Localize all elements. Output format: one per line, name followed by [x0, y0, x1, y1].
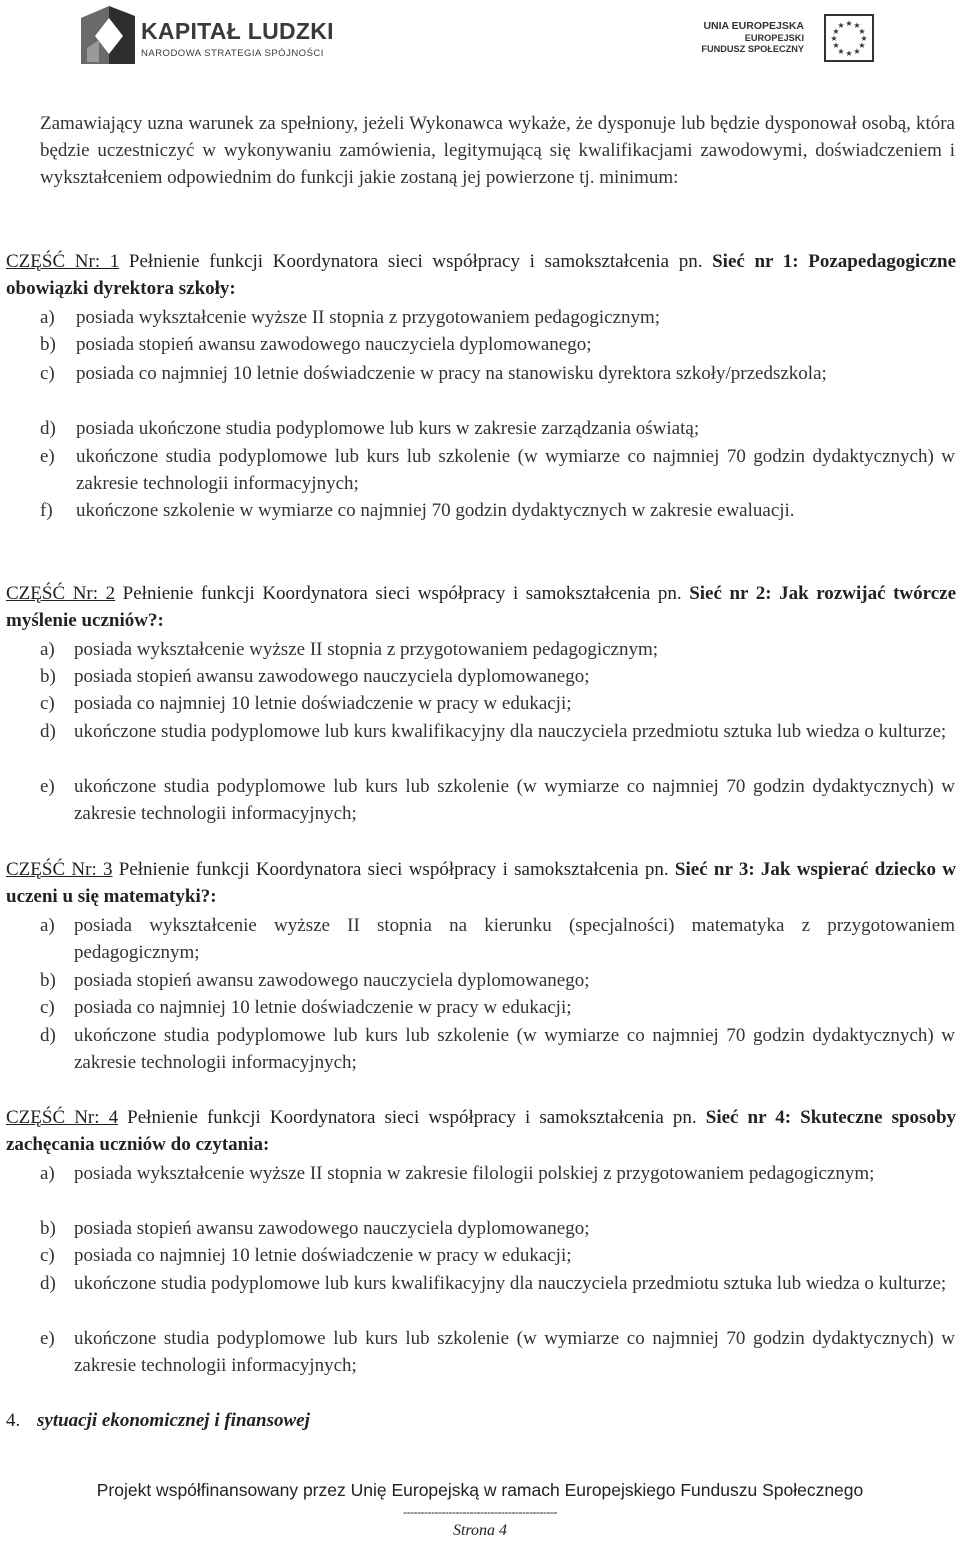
item-marker: a) — [40, 639, 55, 660]
page-number: Strona 4 — [452, 1522, 508, 1539]
point-4-number: 4. — [6, 1410, 21, 1431]
item-marker: a) — [40, 1163, 55, 1184]
section-2-item-a — [40, 636, 955, 663]
item-text: posiada stopień awansu zawodowego nauczyciela dyplomowanego; — [74, 970, 590, 991]
item-text: ukończone studia podyplomowe lub kurs lub szkolenie (w wymiarze co najmniej 70 godzin dydaktycznych) w zakresie technologii informacyjnych; — [74, 776, 955, 824]
svg-text:★: ★ — [860, 34, 868, 43]
svg-text:★: ★ — [837, 47, 845, 56]
section-2-title: Sieć nr 2: Jak rozwijać twórcze myślenie uczniów?: — [6, 583, 957, 631]
point-4-heading — [6, 1407, 310, 1434]
item-text: posiada wykształcenie wyższe II stopnia z przygotowaniem pedagogicznym; — [76, 307, 661, 328]
section-1-label: CZĘŚĆ Nr: 1 — [6, 251, 120, 272]
section-1-item-a — [40, 304, 955, 331]
svg-text:★: ★ — [858, 41, 866, 50]
item-text: ukończone szkolenie w wymiarze co najmniej 70 godzin dydaktycznych w zakresie ewaluacji. — [76, 500, 795, 521]
section-4-heading — [6, 1104, 956, 1158]
item-text: ukończone studia podyplomowe lub kurs kwalifikacyjny dla nauczyciela przedmiotu sztuka lub wiedza o kulturze; — [74, 1273, 947, 1294]
item-marker: b) — [40, 334, 56, 355]
svg-text:★: ★ — [858, 27, 866, 36]
section-4-title: Sieć nr 4: Skuteczne sposoby zachęcania uczniów do czytania: — [6, 1107, 957, 1155]
section-3-item-b — [40, 967, 955, 994]
item-marker: b) — [40, 970, 56, 991]
section-3-item-c — [40, 994, 955, 1021]
item-marker: d) — [40, 1025, 56, 1046]
item-marker: d) — [40, 1273, 56, 1294]
section-2-heading — [6, 580, 956, 634]
point-4-title: sytuacji ekonomicznej i finansowej — [37, 1410, 310, 1431]
svg-text:★: ★ — [853, 21, 861, 30]
eu-logo-line3: FUNDUSZ SPOŁECZNY — [701, 44, 804, 54]
item-text: posiada co najmniej 10 letnie doświadczenie w pracy na stanowisku dyrektora szkoły/przedszkola; — [76, 363, 827, 384]
item-text: posiada co najmniej 10 letnie doświadczenie w pracy w edukacji; — [74, 693, 572, 714]
section-1-item-c — [40, 360, 955, 387]
item-text: ukończone studia podyplomowe lub kurs lub szkolenie (w wymiarze co najmniej 70 godzin dydaktycznych) w zakresie technologii informacyjnych; — [74, 1328, 955, 1376]
section-1-item-d — [40, 415, 955, 442]
svg-text:★: ★ — [832, 41, 840, 50]
item-text: posiada co najmniej 10 letnie doświadczenie w pracy w edukacji; — [74, 1245, 572, 1266]
eu-flag-icon — [824, 14, 874, 62]
section-2-item-b — [40, 663, 955, 690]
section-4-item-c — [40, 1242, 955, 1269]
eu-logo — [701, 14, 874, 64]
item-text: ukończone studia podyplomowe lub kurs kwalifikacyjny dla nauczyciela przedmiotu sztuka lub wiedza o kulturze; — [74, 721, 947, 742]
kapital-ludzki-logo — [79, 4, 334, 66]
item-text: posiada stopień awansu zawodowego nauczyciela dyplomowanego; — [74, 1218, 590, 1239]
svg-text:★: ★ — [837, 21, 845, 30]
eu-logo-text — [701, 21, 804, 56]
item-text: posiada stopień awansu zawodowego nauczyciela dyplomowanego; — [74, 666, 590, 687]
item-text: posiada wykształcenie wyższe II stopnia na kierunku (specjalności) matematyka z przygotowaniem pedagogicznym; — [74, 915, 955, 963]
section-2-item-d — [40, 718, 955, 745]
item-marker: a) — [40, 915, 55, 936]
svg-text:★: ★ — [832, 27, 840, 36]
item-marker: c) — [40, 997, 55, 1018]
item-text: posiada wykształcenie wyższe II stopnia z przygotowaniem pedagogicznym; — [74, 639, 659, 660]
section-3-item-d — [40, 1022, 955, 1076]
item-marker: c) — [40, 363, 55, 384]
item-marker: c) — [40, 1245, 55, 1266]
section-1-item-f — [40, 497, 955, 524]
section-4-item-a — [40, 1160, 955, 1187]
kapital-ludzki-subtitle: NARODOWA STRATEGIA SPÓJNOŚCI — [141, 48, 324, 59]
footer-text: Projekt współfinansowany przez Unię Europejską w ramach Europejskiego Funduszu Społecznego — [96, 1480, 864, 1500]
intro-paragraph: Zamawiający uzna warunek za spełniony, jeżeli Wykonawca wykaże, że dysponuje lub będzie dysponował osobą, która będzie uczestniczyć w wykonywaniu zamówienia, legitymującą się kwalifikacjami zawodowymi, doświadczeniem i wykształceniem odpowiednim do funkcji jakie zostaną jej powierzone tj. minimum: — [40, 113, 955, 188]
svg-text:★: ★ — [830, 34, 838, 43]
section-2-item-c — [40, 690, 955, 717]
svg-text:★: ★ — [845, 19, 853, 28]
item-marker: e) — [40, 446, 55, 467]
eu-logo-line2: EUROPEJSKI — [744, 32, 804, 43]
item-marker: d) — [40, 721, 56, 742]
section-2-desc: Pełnienie funkcji Koordynatora sieci współpracy i samokształcenia pn. — [115, 583, 690, 604]
section-4-desc: Pełnienie funkcji Koordynatora sieci współpracy i samokształcenia pn. — [118, 1107, 706, 1128]
section-1-item-b — [40, 331, 955, 358]
kapital-ludzki-title: KAPITAŁ LUDZKI — [141, 18, 334, 44]
item-text: posiada wykształcenie wyższe II stopnia w zakresie filologii polskiej z przygotowaniem pedagogicznym; — [74, 1163, 875, 1184]
section-3-title: Sieć nr 3: Jak wspierać dziecko w uczeni u się matematyki?: — [6, 859, 956, 907]
svg-text:★: ★ — [845, 49, 853, 58]
item-text: posiada stopień awansu zawodowego nauczyciela dyplomowanego; — [76, 334, 592, 355]
section-2-item-e — [40, 773, 955, 827]
section-3-label: CZĘŚĆ Nr: 3 — [6, 859, 113, 880]
item-marker: a) — [40, 307, 55, 328]
section-3-desc: Pełnienie funkcji Koordynatora sieci współpracy i samokształcenia pn. — [112, 859, 675, 880]
section-3-item-a — [40, 912, 955, 966]
svg-text:★: ★ — [853, 47, 861, 56]
item-text: posiada co najmniej 10 letnie doświadczenie w pracy w edukacji; — [74, 997, 572, 1018]
item-text: ukończone studia podyplomowe lub kurs lub szkolenie (w wymiarze co najmniej 70 godzin dydaktycznych) w zakresie technologii informacyjnych; — [74, 1025, 955, 1073]
section-4-label: CZĘŚĆ Nr: 4 — [6, 1107, 119, 1128]
section-1-desc: Pełnienie funkcji Koordynatora sieci współpracy i samokształcenia pn. — [119, 251, 713, 272]
item-marker: d) — [40, 418, 56, 439]
footer-divider: -------------------------------------------- — [403, 1505, 557, 1519]
section-1-heading — [6, 248, 956, 302]
item-text: ukończone studia podyplomowe lub kurs lub szkolenie (w wymiarze co najmniej 70 godzin dydaktycznych) w zakresie technologii informacyjnych; — [76, 446, 955, 494]
item-marker: e) — [40, 776, 55, 797]
section-2-label: CZĘŚĆ Nr: 2 — [6, 583, 116, 604]
item-marker: f) — [40, 500, 53, 521]
item-marker: b) — [40, 666, 56, 687]
section-3-heading — [6, 856, 956, 910]
item-marker: b) — [40, 1218, 56, 1239]
item-text: posiada ukończone studia podyplomowe lub kurs w zakresie zarządzania oświatą; — [76, 418, 700, 439]
item-marker: e) — [40, 1328, 55, 1349]
section-4-item-d — [40, 1270, 955, 1297]
section-1-item-e — [40, 443, 955, 497]
section-4-item-b — [40, 1215, 955, 1242]
section-1-title: Sieć nr 1: Pozapedagogiczne obowiązki dyrektora szkoły: — [6, 251, 957, 299]
section-4-item-e — [40, 1325, 955, 1379]
kapital-ludzki-emblem-icon — [79, 4, 139, 66]
eu-logo-line1: UNIA EUROPEJSKA — [703, 20, 804, 32]
item-marker: c) — [40, 693, 55, 714]
